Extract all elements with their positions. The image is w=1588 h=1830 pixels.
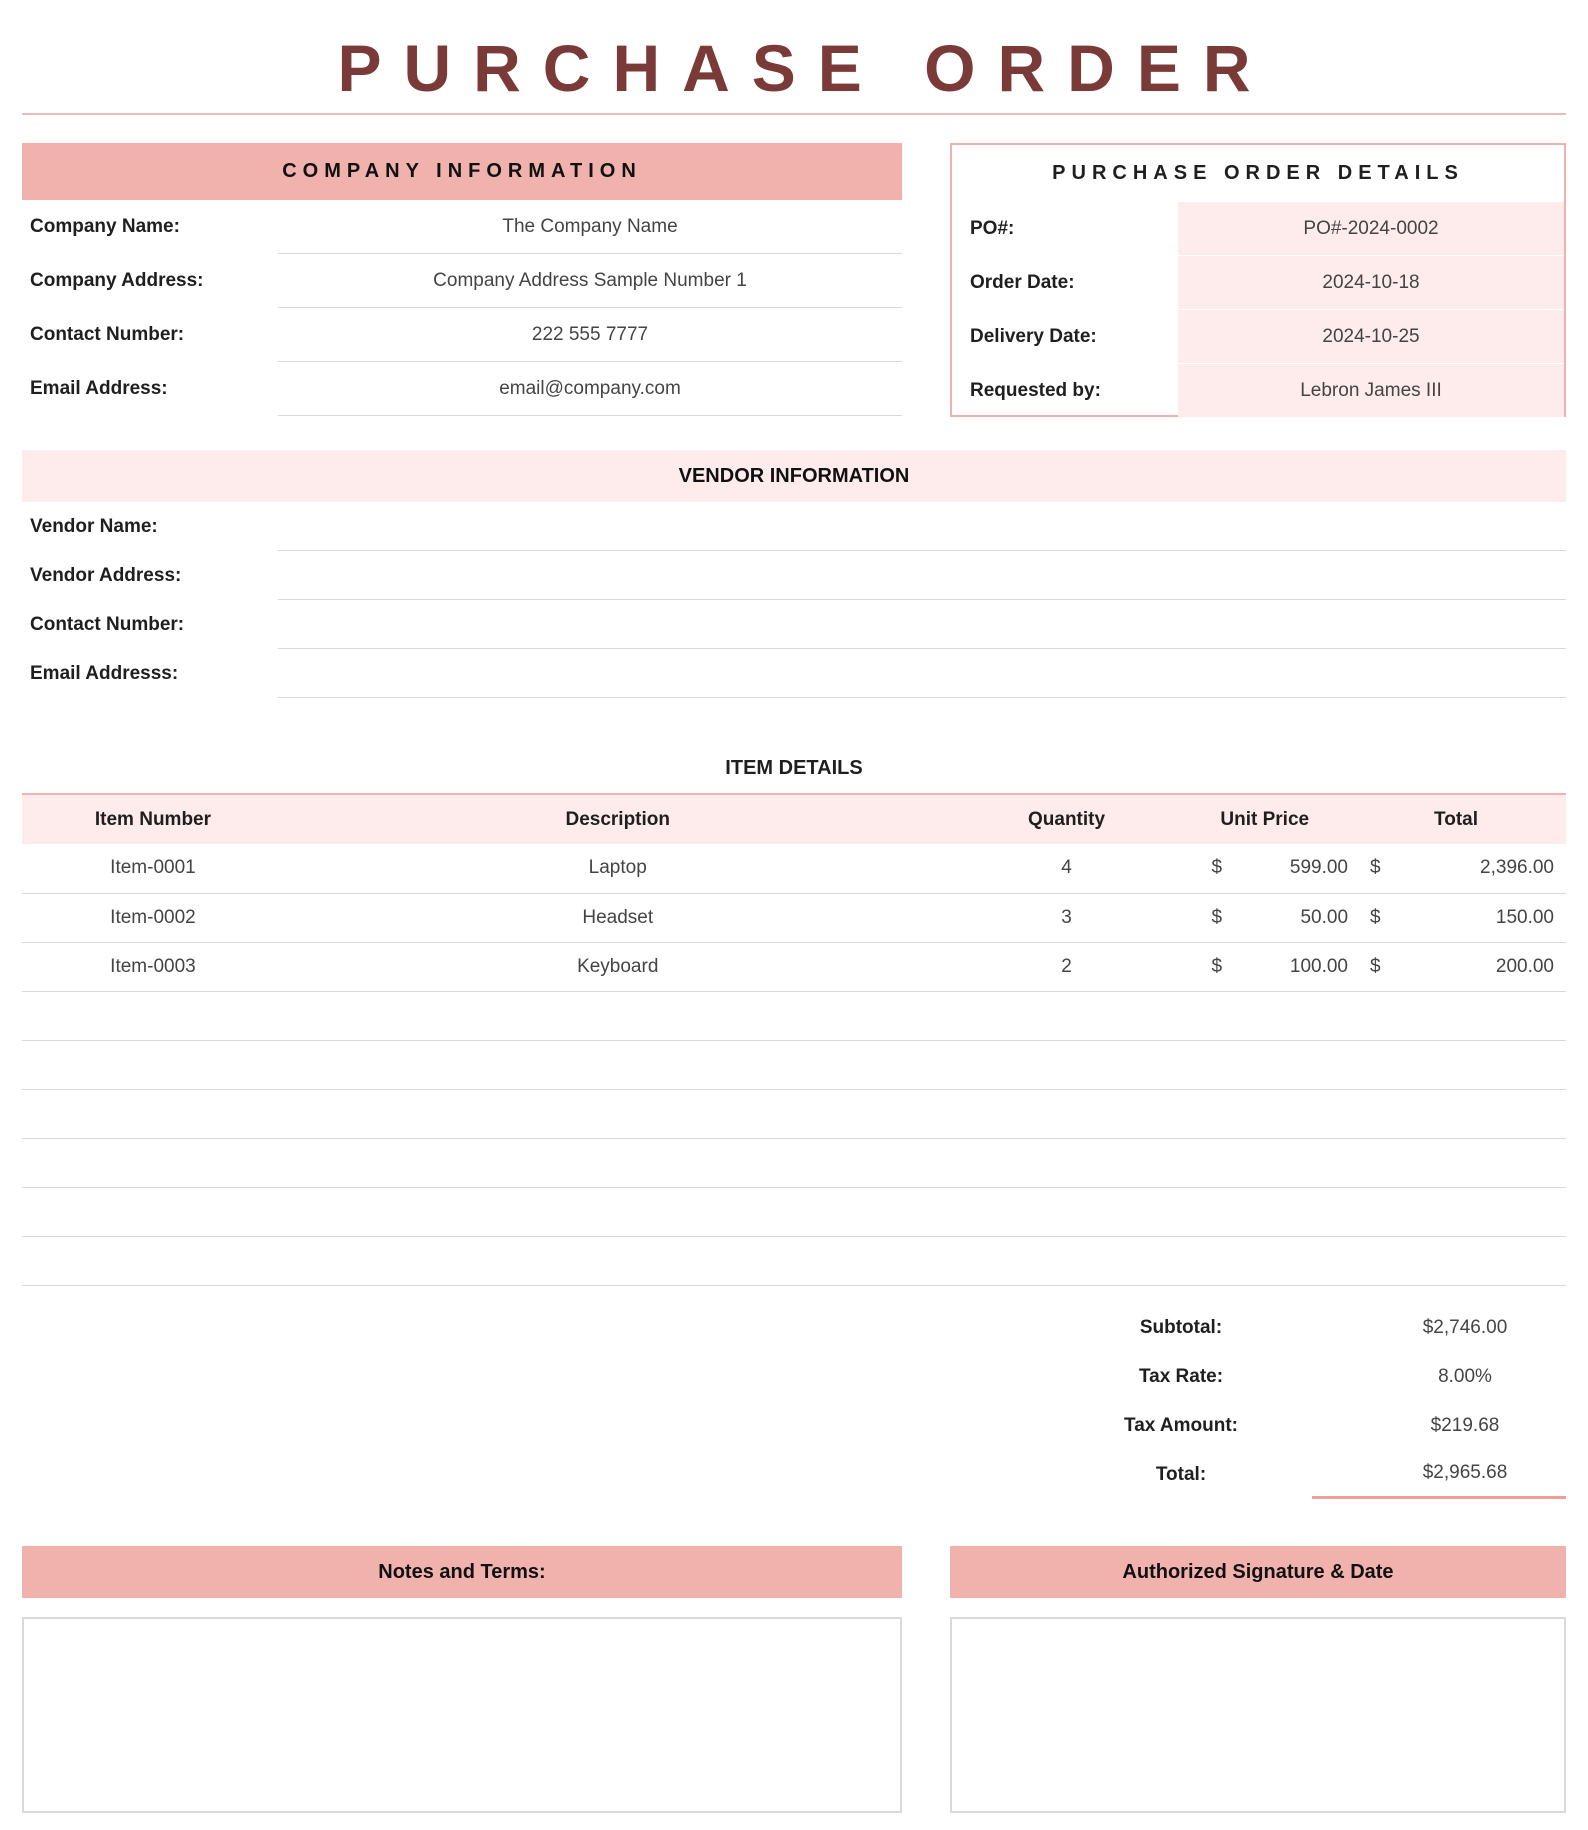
company-contact-label: Contact Number:: [30, 324, 185, 345]
item-total-cell[interactable]: [1398, 1089, 1566, 1138]
vendor-contact-field[interactable]: [278, 600, 1566, 649]
item-row: [22, 1138, 1566, 1187]
item-quantity-cell[interactable]: [952, 1089, 1182, 1138]
item-row: [22, 942, 1566, 991]
vendor-name-label: Vendor Name:: [30, 515, 158, 537]
column-header-quantity: Quantity: [952, 794, 1182, 844]
item-total-cell[interactable]: [1398, 1236, 1566, 1285]
po-number-label: PO#:: [970, 218, 1015, 239]
total-row: [1050, 1450, 1566, 1499]
vendor-information-section: [22, 450, 1566, 698]
item-description-cell[interactable]: [284, 1236, 952, 1285]
order-date-field[interactable]: 2024-10-18: [1178, 256, 1564, 310]
item-unit-price-cell[interactable]: [1222, 1138, 1358, 1187]
unit-price-currency-cell[interactable]: $: [1181, 942, 1222, 991]
item-total-cell[interactable]: [1398, 1040, 1566, 1089]
item-description-cell[interactable]: Keyboard: [284, 942, 952, 991]
item-quantity-cell[interactable]: [952, 1138, 1182, 1187]
vendor-address-field[interactable]: [278, 551, 1566, 600]
unit-price-currency-cell[interactable]: $: [1181, 844, 1222, 893]
authorized-signature-field[interactable]: [950, 1617, 1566, 1813]
item-row: [22, 893, 1566, 942]
item-number-cell[interactable]: Item-0003: [22, 942, 284, 991]
vendor-information-header: VENDOR INFORMATION: [22, 450, 1566, 502]
column-header-unit-price: Unit Price: [1181, 794, 1358, 844]
item-number-cell[interactable]: [22, 1236, 284, 1285]
total-currency-cell[interactable]: [1358, 1187, 1398, 1236]
total-currency-cell[interactable]: [1358, 991, 1398, 1040]
total-currency-cell[interactable]: $: [1358, 893, 1398, 942]
unit-price-currency-cell[interactable]: $: [1181, 893, 1222, 942]
item-unit-price-cell[interactable]: 599.00: [1222, 844, 1358, 893]
subtotal-value: $2,746.00: [1422, 1316, 1508, 1338]
company-email-field[interactable]: email@company.com: [278, 362, 902, 416]
item-quantity-cell[interactable]: [952, 1040, 1182, 1089]
requested-by-label: Requested by:: [970, 380, 1101, 401]
item-total-cell[interactable]: [1398, 1187, 1566, 1236]
page-title: PURCHASE ORDER: [337, 31, 1273, 105]
item-row: [22, 1236, 1566, 1285]
tax-rate-label: Tax Rate:: [1138, 1365, 1224, 1387]
vendor-email-field[interactable]: [278, 649, 1566, 698]
order-date-row: [952, 256, 1564, 310]
totals-section: [1050, 1303, 1566, 1499]
total-currency-cell[interactable]: $: [1358, 844, 1398, 893]
item-number-cell[interactable]: [22, 1138, 284, 1187]
po-number-row: [952, 202, 1564, 256]
item-row: [22, 1187, 1566, 1236]
item-details-title: ITEM DETAILS: [725, 757, 863, 779]
item-description-cell[interactable]: [284, 1040, 952, 1089]
tax-amount-value: $219.68: [1430, 1414, 1500, 1436]
vendor-email-row: [22, 649, 1566, 698]
order-date-label: Order Date:: [970, 272, 1075, 293]
item-total-cell[interactable]: [1398, 991, 1566, 1040]
unit-price-currency-cell[interactable]: [1181, 1138, 1222, 1187]
item-table-header-row: [22, 794, 1566, 844]
subtotal-row: [1050, 1303, 1566, 1352]
item-row: [22, 1089, 1566, 1138]
total-currency-cell[interactable]: $: [1358, 942, 1398, 991]
item-row: [22, 991, 1566, 1040]
vendor-contact-label: Contact Number:: [30, 613, 185, 635]
authorized-signature-header: Authorized Signature & Date: [950, 1546, 1566, 1598]
item-description-cell[interactable]: [284, 991, 952, 1040]
item-number-cell[interactable]: [22, 991, 284, 1040]
tax-rate-value[interactable]: 8.00%: [1438, 1365, 1492, 1387]
item-description-cell[interactable]: Laptop: [284, 844, 952, 893]
delivery-date-field[interactable]: 2024-10-25: [1178, 310, 1564, 364]
company-contact-field[interactable]: 222 555 7777: [278, 308, 902, 362]
company-address-row: [22, 254, 902, 308]
item-unit-price-cell[interactable]: 50.00: [1222, 893, 1358, 942]
item-unit-price-cell[interactable]: [1222, 1040, 1358, 1089]
item-unit-price-cell[interactable]: [1222, 1236, 1358, 1285]
requested-by-field[interactable]: Lebron James III: [1178, 364, 1564, 418]
item-unit-price-cell[interactable]: 100.00: [1222, 942, 1358, 991]
item-quantity-cell[interactable]: [952, 991, 1182, 1040]
notes-and-terms-header: Notes and Terms:: [22, 1546, 902, 1598]
unit-price-currency-cell[interactable]: [1181, 1040, 1222, 1089]
company-name-field[interactable]: The Company Name: [278, 200, 902, 254]
item-description-cell[interactable]: [284, 1138, 952, 1187]
item-details-table: [22, 793, 1566, 1286]
company-address-label: Company Address:: [30, 270, 204, 291]
item-number-cell[interactable]: [22, 1187, 284, 1236]
company-information-header: COMPANY INFORMATION: [22, 143, 902, 200]
tax-amount-row: [1050, 1401, 1566, 1450]
company-name-label: Company Name:: [30, 216, 180, 237]
item-total-cell[interactable]: 2,396.00: [1398, 844, 1566, 893]
item-unit-price-cell[interactable]: [1222, 1089, 1358, 1138]
item-description-cell[interactable]: [284, 1089, 952, 1138]
total-currency-cell[interactable]: [1358, 1138, 1398, 1187]
item-quantity-cell[interactable]: 4: [952, 844, 1182, 893]
total-currency-cell[interactable]: [1358, 1089, 1398, 1138]
delivery-date-label: Delivery Date:: [970, 326, 1097, 347]
item-quantity-cell[interactable]: 2: [952, 942, 1182, 991]
total-value: $2,965.68: [1312, 1450, 1566, 1499]
vendor-name-field[interactable]: [278, 502, 1566, 551]
title-divider: [22, 113, 1566, 115]
item-unit-price-cell[interactable]: [1222, 1187, 1358, 1236]
requested-by-row: [952, 364, 1564, 418]
tax-amount-label: Tax Amount:: [1124, 1414, 1238, 1436]
item-number-cell[interactable]: [22, 1089, 284, 1138]
unit-price-currency-cell[interactable]: [1181, 1187, 1222, 1236]
item-quantity-cell[interactable]: 3: [952, 893, 1182, 942]
item-total-cell[interactable]: [1398, 1138, 1566, 1187]
company-information-section: [22, 143, 902, 416]
purchase-order-details-header: PURCHASE ORDER DETAILS: [1052, 162, 1464, 184]
notes-and-terms-field[interactable]: [22, 1617, 902, 1813]
subtotal-label: Subtotal:: [1139, 1316, 1223, 1338]
item-description-cell[interactable]: [284, 1187, 952, 1236]
total-currency-cell[interactable]: [1358, 1236, 1398, 1285]
company-contact-row: [22, 308, 902, 362]
item-total-cell[interactable]: 150.00: [1398, 893, 1566, 942]
item-row: [22, 844, 1566, 893]
vendor-address-label: Vendor Address:: [30, 564, 182, 586]
po-number-field[interactable]: PO#-2024-0002: [1178, 202, 1564, 256]
column-header-total: Total: [1358, 794, 1566, 844]
company-name-row: [22, 200, 902, 254]
total-currency-cell[interactable]: [1358, 1040, 1398, 1089]
item-quantity-cell[interactable]: [952, 1187, 1182, 1236]
column-header-item-number: Item Number: [22, 794, 284, 844]
company-email-label: Email Address:: [30, 378, 168, 399]
item-quantity-cell[interactable]: [952, 1236, 1182, 1285]
company-email-row: [22, 362, 902, 416]
delivery-date-row: [952, 310, 1564, 364]
item-total-cell[interactable]: 200.00: [1398, 942, 1566, 991]
item-number-cell[interactable]: Item-0002: [22, 893, 284, 942]
item-number-cell[interactable]: [22, 1040, 284, 1089]
unit-price-currency-cell[interactable]: [1181, 1236, 1222, 1285]
company-address-field[interactable]: Company Address Sample Number 1: [278, 254, 902, 308]
item-description-cell[interactable]: Headset: [284, 893, 952, 942]
vendor-contact-row: [22, 600, 1566, 649]
vendor-name-row: [22, 502, 1566, 551]
tax-rate-row: [1050, 1352, 1566, 1401]
item-number-cell[interactable]: Item-0001: [22, 844, 284, 893]
purchase-order-details-section: [950, 143, 1566, 417]
unit-price-currency-cell[interactable]: [1181, 991, 1222, 1040]
item-row: [22, 1040, 1566, 1089]
item-unit-price-cell[interactable]: [1222, 991, 1358, 1040]
vendor-address-row: [22, 551, 1566, 600]
vendor-email-label: Email Addresss:: [30, 662, 179, 684]
column-header-description: Description: [284, 794, 952, 844]
total-label: Total:: [1155, 1463, 1207, 1485]
unit-price-currency-cell[interactable]: [1181, 1089, 1222, 1138]
